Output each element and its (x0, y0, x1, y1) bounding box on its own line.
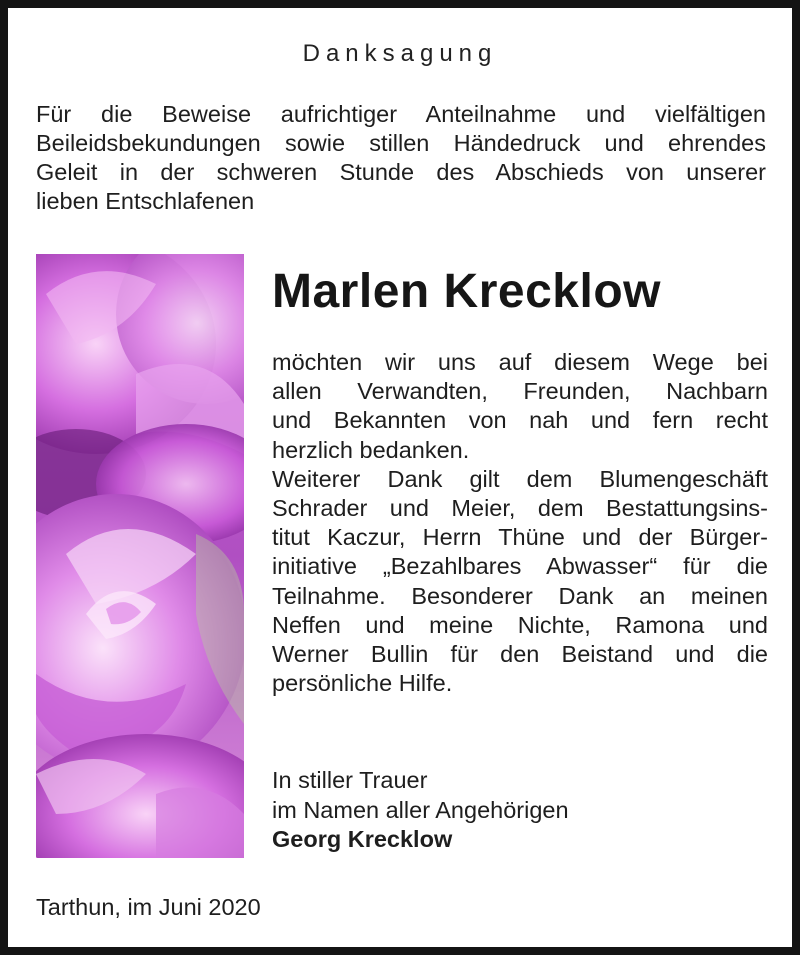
roses-photo (36, 254, 244, 858)
thanks-line: allen Verwandten, Freunden, Nachbarn (272, 378, 768, 405)
closing-line: In stiller Trauer (272, 767, 428, 793)
intro-text (36, 100, 766, 216)
thanks-line: Schrader und Meier, dem Bestattungsins- (272, 495, 768, 522)
thanks-text (272, 348, 768, 698)
closing-line: im Namen aller Angehörigen (272, 796, 569, 823)
intro-line: Für die Beweise aufrichtiger Anteilnahme und vielfältigen (36, 101, 766, 127)
thanks-line: titut Kaczur, Herrn Thüne und der Bürger- (272, 524, 768, 551)
deceased-name: Marlen Krecklow (272, 265, 661, 318)
intro-line: lieben Entschlafenen (36, 188, 255, 214)
signature-name: Georg Krecklow (272, 826, 453, 852)
place-date: Tarthun, im Juni 2020 (36, 894, 261, 920)
thanks-line: möchten wir uns auf diesem Wege bei (272, 349, 768, 375)
thanks-line: und Bekannten von nah und fern recht (272, 407, 768, 434)
intro-line: Beileidsbekundungen sowie stillen Händedruck und ehrendes (36, 130, 766, 156)
closing-block (272, 766, 569, 855)
thanks-line: initiative „Bezahlbares Abwasser“ für die (272, 553, 768, 580)
thanks-line: Werner Bullin für den Beistand und die (272, 641, 768, 668)
notice-heading: Danksagung (302, 40, 498, 67)
roses-image (36, 254, 244, 858)
thanks-line: Neffen und meine Nichte, Ramona und (272, 611, 768, 638)
thanks-line: persönliche Hilfe. (272, 670, 453, 697)
intro-line: Geleit in der schweren Stunde des Abschieds von unserer (36, 159, 766, 185)
thanks-line: Teilnahme. Besonderer Dank an meinen (272, 582, 768, 609)
thanks-line: Weiterer Dank gilt dem Blumengeschäft (272, 465, 768, 492)
thanks-line: herzlich bedanken. (272, 436, 470, 463)
